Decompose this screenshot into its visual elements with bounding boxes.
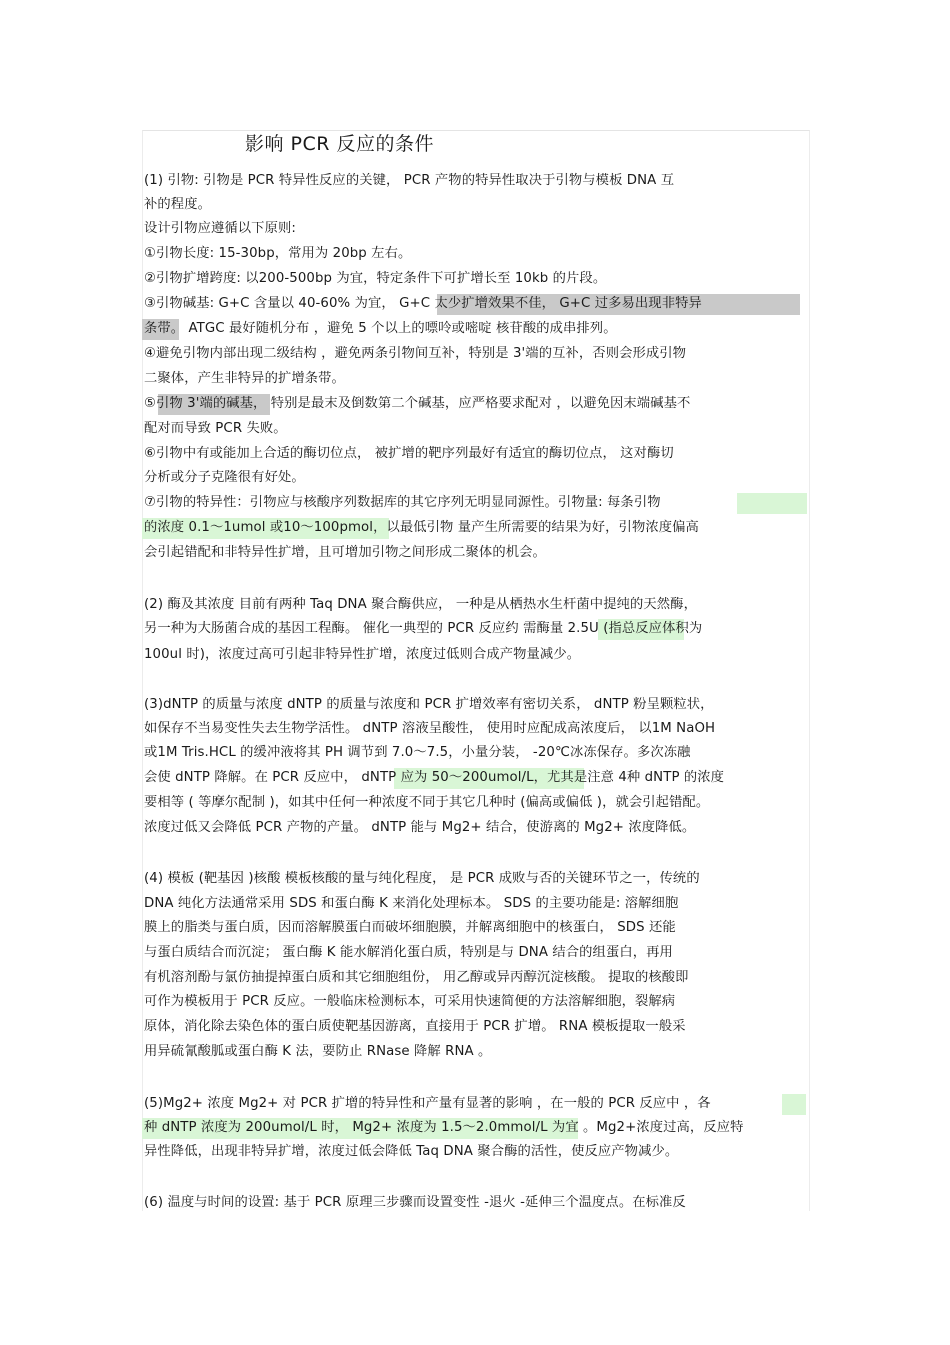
text-line: ⑤引物 3'端的碱基， 特别是最末及倒数第二个碱基，应严格要求配对 ，以避免因末端碱基不 [144, 396, 691, 411]
text-line: 有机溶剂酚与氯仿抽提掉蛋白质和其它细胞组份， 用乙醇或异丙醇沉淀核酸。 提取的核酸即 [144, 970, 689, 985]
text-line: 可作为模板用于 PCR 反应。一般临床检测标本，可采用快速简便的方法溶解细胞，裂解病 [144, 994, 676, 1009]
text-line: ⑦引物的特异性：引物应与核酸序列数据库的其它序列无明显同源性。引物量: 每条引物 [144, 495, 661, 510]
text-line: 浓度过低又会降低 PCR 产物的产量。 dNTP 能与 Mg2+ 结合，使游离的 Mg2+ 浓度降低。 [144, 820, 696, 835]
text-line: 用异硫氰酸胍或蛋白酶 K 法，要防止 RNase 降解 RNA 。 [144, 1044, 492, 1059]
text-line: 100ul 时)，浓度过高可引起非特异性扩增，浓度过低则合成产物量减少。 [144, 647, 581, 662]
text-line: 种 dNTP 浓度为 200umol/L 时， Mg2+ 浓度为 1.5～2.0mmol/L 为宜 。Mg2+浓度过高，反应特 [144, 1120, 744, 1135]
text-line: (2) 酶及其浓度 目前有两种 Taq DNA 聚合酶供应， 一种是从栖热水生杆菌中提纯的天然酶， [144, 597, 697, 612]
text-line: ④避免引物内部出现二级结构 ，避免两条引物间互补，特别是 3'端的互补，否则会形成引物 [144, 346, 687, 361]
text-line: 或1M Tris.HCL 的缓冲液将其 PH 调节到 7.0～7.5，小量分装， -20℃冰冻保存。多次冻融 [144, 745, 691, 760]
text-line: 设计引物应遵循以下原则: [144, 221, 296, 236]
text-line: 原体，消化除去染色体的蛋白质使靶基因游离，直接用于 PCR 扩增。 RNA 模板提取一般采 [144, 1019, 686, 1034]
text-line: ③引物碱基: G+C 含量以 40-60% 为宜， G+C 太少扩增效果不佳， G+C 过多易出现非特异 [144, 296, 702, 311]
text-line: ①引物长度: 15-30bp，常用为 20bp 左右。 [144, 246, 412, 261]
text-line: ②引物扩增跨度: 以200-500bp 为宜，特定条件下可扩增长至 10kb 的片段。 [144, 271, 607, 286]
text-line: 异性降低，出现非特异扩增，浓度过低会降低 Taq DNA 聚合酶的活性，使反应产物减少。 [144, 1144, 679, 1159]
text-line: 会使 dNTP 降解。在 PCR 反应中， dNTP 应为 50～200umol/L，尤其是注意 4种 dNTP 的浓度 [144, 770, 725, 785]
text-line: (6) 温度与时间的设置: 基于 PCR 原理三步骤而设置变性 -退火 -延伸三个温度点。在标准反 [144, 1195, 686, 1210]
text-line: (4) 模板 (靶基因 )核酸 模板核酸的量与纯化程度， 是 PCR 成败与否的关键环节之一，传统的 [144, 871, 700, 886]
text-line: 补的程度。 [144, 197, 211, 212]
text-line: (3)dNTP 的质量与浓度 dNTP 的质量与浓度和 PCR 扩增效率有密切关系， dNTP 粉呈颗粒状， [144, 697, 714, 712]
text-line: 条带。 ATGC 最好随机分布 ，避免 5 个以上的嘌呤或嘧啶 核苷酸的成串排列。 [144, 321, 617, 336]
text-line: 二聚体，产生非特异的扩增条带。 [144, 371, 345, 386]
text-line: 膜上的脂类与蛋白质，因而溶解膜蛋白而破坏细胞膜，并解离细胞中的核蛋白， SDS 还能 [144, 920, 676, 935]
text-line: 与蛋白质结合而沉淀； 蛋白酶 K 能水解消化蛋白质，特别是与 DNA 结合的组蛋白，再用 [144, 945, 673, 960]
text-line: (5)Mg2+ 浓度 Mg2+ 对 PCR 扩增的特异性和产量有显著的影响 ，在一般的 PCR 反应中 ，各 [144, 1096, 711, 1111]
text-line: 的浓度 0.1～1umol 或10～100pmol，以最低引物 量产生所需要的结果为好，引物浓度偏高 [144, 520, 699, 535]
text-line: 分析或分子克隆很有好处。 [144, 470, 305, 485]
text-line: 会引起错配和非特异性扩增，且可增加引物之间形成二聚体的机会。 [144, 545, 546, 560]
text-line: 要相等 ( 等摩尔配制 )，如其中任何一种浓度不同于其它几种时 (偏高或偏低 )，就会引起错配。 [144, 795, 710, 810]
page-title: 影响 PCR 反应的条件 [245, 133, 435, 155]
text-line: DNA 纯化方法通常采用 SDS 和蛋白酶 K 来消化处理标本。 SDS 的主要功能是: 溶解细胞 [144, 896, 679, 911]
text-line: ⑥引物中有或能加上合适的酶切位点， 被扩增的靶序列最好有适宜的酶切位点， 这对酶切 [144, 446, 674, 461]
text-line: 另一种为大肠菌合成的基因工程酶。 催化一典型的 PCR 反应约 需酶量 2.5U (指总反应体积为 [144, 621, 703, 636]
text-line: 如保存不当易变性失去生物学活性。 dNTP 溶液呈酸性， 使用时应配成高浓度后， 以1M NaOH [144, 721, 716, 736]
text-line: 配对而导致 PCR 失败。 [144, 421, 287, 436]
text-line: (1) 引物: 引物是 PCR 特异性反应的关键， PCR 产物的特异性取决于引物与模板 DNA 互 [144, 173, 675, 188]
